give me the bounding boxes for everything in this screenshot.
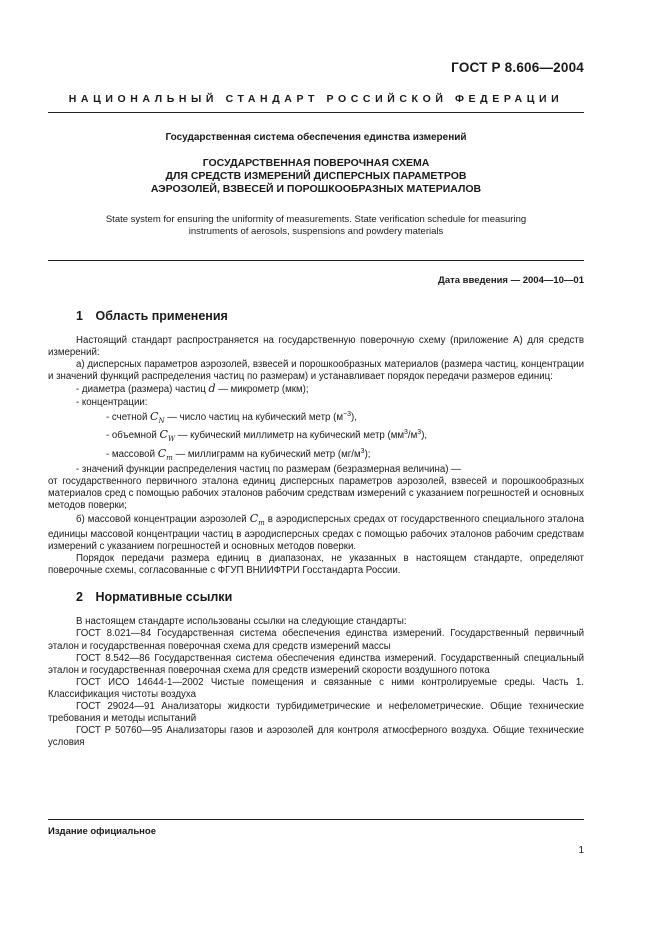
top-rule [48,112,584,113]
list-item-count [48,409,584,428]
text-run: ); [364,448,371,460]
system-title: Государственная система обеспечения единства измерений [165,132,467,143]
section-number: 1 [76,309,83,323]
main-title-line: АЭРОЗОЛЕЙ, ВЗВЕСЕЙ И ПОРОШКООБРАЗНЫХ МАТЕРИАЛОВ [150,183,482,195]
symbol-d: d [208,382,216,396]
introduction-date: Дата введения — 2004—10—01 [438,275,584,286]
paragraph: В настоящем стандарте использованы ссылки на следующие стандарты: [76,616,407,628]
paragraph: Порядок передачи размера единиц в диапазонах, не указанных в настоящем стандарте, определяют поверочные схемы, согласованные с ФГУП ВНИИФТРИ Госстандарта России. [48,553,584,577]
section-number: 2 [76,590,83,605]
list-item-diameter [48,383,584,396]
list-item-a: а) дисперсных параметров аэрозолей, взвесей и порошкообразных материалов (размера частиц, концентрации и значений функций распределения частиц по размерам) и устанавливает порядок передачи размеров единиц: [48,359,584,383]
english-title-line: instruments of aerosols, suspensions and powdery materials [188,226,444,237]
main-title [48,157,584,196]
exponent: 3 [417,429,422,437]
symbol-cm [250,512,265,525]
symbol-base: C [249,511,259,525]
document-body [48,300,584,749]
title-rule [48,260,584,261]
national-standard-heading: НАЦИОНАЛЬНЫЙ СТАНДАРТ РОССИЙСКОЙ ФЕДЕРАЦИИ [68,93,564,105]
text-run: - объемной [106,430,160,442]
section-heading [76,310,584,322]
section-title: Нормативные ссылки [95,590,233,605]
text-run: — миллиграмм на кубический метр (мг/м [172,448,361,460]
document-number: ГОСТ Р 8.606—2004 [451,60,584,75]
footer-rule [48,819,584,820]
english-title-line: State system for ensuring the uniformity of measurements. State verification schedule for measuring [105,214,527,225]
text-run: - счетной [106,411,151,423]
symbol-subscript: m [258,518,265,527]
symbol-cn [150,409,165,426]
exponent: 3 [360,447,365,455]
list-item-volume [48,427,584,446]
symbol-subscript: m [166,454,173,463]
text-run: /м [407,430,418,442]
symbol-cm [157,446,173,463]
list-item-concentration: - концентрации: [76,396,148,408]
text-run: — микрометр (мкм); [215,384,309,396]
reference-item: ГОСТ 8.021—84 Государственная система обеспечения единства измерений. Государственный первичный эталон и государственная поверочная схема для средств измерений массы [48,628,584,652]
paragraph: Настоящий стандарт распространяется на государственную поверочную схему (приложение А) для средств измерений: [48,335,584,359]
reference-item: ГОСТ 29024—91 Анализаторы жидкости турбидиметрические и нефелометрические. Общие технические требования и методы испытаний [48,700,584,725]
symbol-cw [159,428,176,444]
main-title-line: ГОСУДАРСТВЕННАЯ ПОВЕРОЧНАЯ СХЕМА [202,157,430,169]
reference-item: ГОСТ Р 50760—95 Анализаторы газов и аэрозолей для контроля атмосферного воздуха. Общие технические условия [48,725,584,749]
symbol-subscript: W [167,435,176,444]
text-run: — число частиц на кубический метр (м [164,411,344,423]
text-run: - диаметра (размера) частиц [76,384,209,396]
symbol-subscript: N [158,417,165,426]
english-title [60,214,572,238]
list-item-b [48,513,584,553]
section-title: Область применения [95,309,228,323]
paragraph: от государственного первичного эталона единиц дисперсных параметров аэрозолей, взвесей и порошкообразных материалов сред с помощью рабочих эталонов рабочим средствам измерений с указанием погрешностей и основных методов поверки; [48,476,584,512]
list-item-distribution: - значений функции распределения частиц по размерам (безразмерная величина) — [76,464,461,476]
text-run: в аэродисперсных средах от государственного специального эталона единицы массовой концентрации частиц в аэродисперсных средах с помощью рабочих эталонов рабочим средствам измерений с указанием погрешностей и основных методов поверки. [48,513,584,552]
exponent: −3 [343,410,352,418]
text-run: — кубический миллиметр на кубический метр (мм [175,430,405,442]
section-heading [76,591,584,603]
symbol-base: C [159,428,168,442]
symbol-base: C [150,409,159,423]
reference-item: ГОСТ 8.542—86 Государственная система обеспечения единства измерений. Государственный специальный эталон и государственная поверочная схема для средств измерений скорости воздушного потока [48,652,584,676]
page-number: 1 [578,845,584,856]
text-run: ), [351,411,357,423]
symbol-base: C [157,446,167,460]
text-run: ), [421,430,428,442]
exponent: 3 [404,429,408,437]
text-run: - массовой [106,448,158,460]
reference-item: ГОСТ ИСО 14644-1—2002 Чистые помещения и связанные с ними контролируемые среды. Часть 1. Классификация чистоты воздуха [48,676,584,700]
official-edition-label: Издание официальное [48,826,156,837]
text-run: б) массовой концентрации аэрозолей [76,513,250,525]
main-title-line: ДЛЯ СРЕДСТВ ИЗМЕРЕНИЙ ДИСПЕРСНЫХ ПАРАМЕТРОВ [165,170,467,182]
list-item-mass [48,446,584,465]
